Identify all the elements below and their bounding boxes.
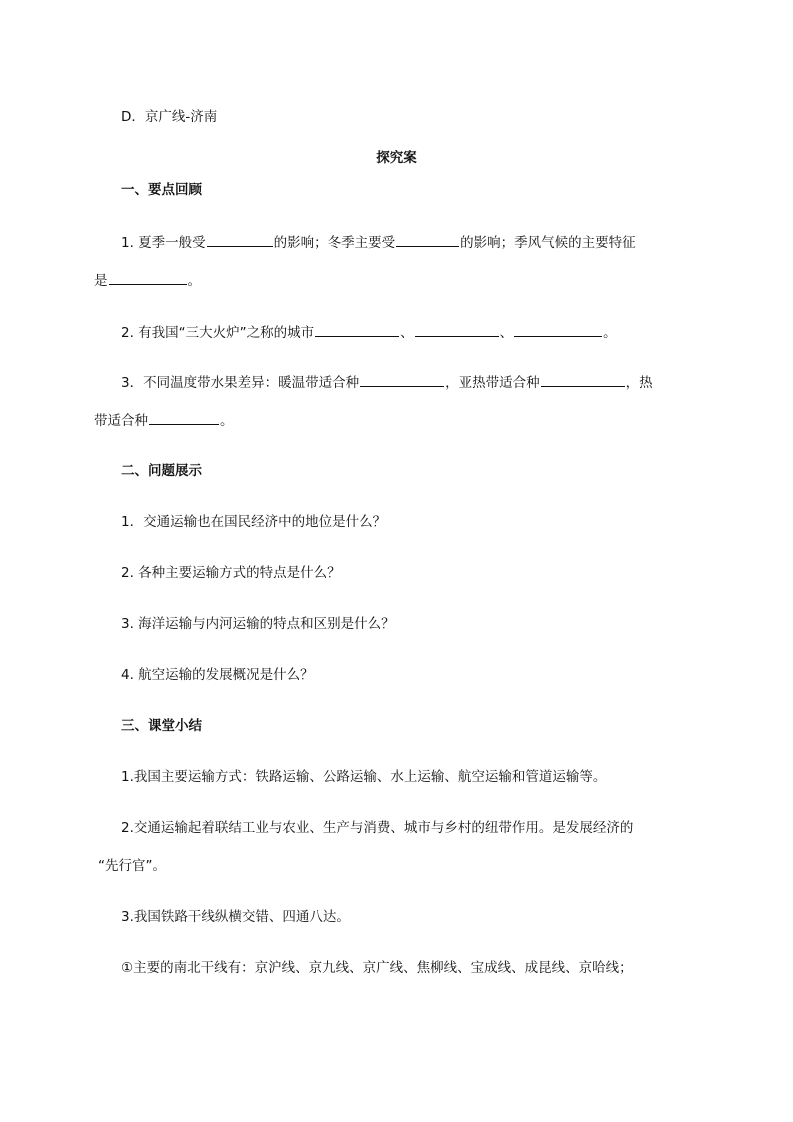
- question-3-text-d: 带适合种: [94, 413, 148, 429]
- problem-1: 1．交通运输也在国民经济中的地位是什么？: [121, 514, 387, 530]
- section-heading-problems: 二、问题展示: [121, 463, 202, 479]
- question-3-text-e: 。: [220, 413, 234, 429]
- summary-1: 1.我国主要运输方式：铁路运输、公路运输、水上运输、航空运输和管道运输等。: [121, 769, 607, 785]
- answer-blank[interactable]: [315, 322, 399, 337]
- summary-2-line-2: “先行官”。: [98, 858, 166, 874]
- problem-3: 3. 海洋运输与内河运输的特点和区别是什么？: [121, 616, 395, 632]
- question-1-text-d: 是: [94, 273, 108, 289]
- answer-blank[interactable]: [360, 372, 444, 387]
- question-3-text-c: ，热: [625, 375, 653, 391]
- question-1-text-b: 的影响；冬季主要受: [273, 235, 396, 251]
- answer-blank[interactable]: [396, 232, 459, 247]
- problem-2: 2. 各种主要运输方式的特点是什么？: [121, 565, 341, 581]
- question-3-line-2: [94, 410, 234, 431]
- question-3-line-1: [121, 372, 653, 393]
- question-3-text-b: ，亚热带适合种: [445, 375, 540, 391]
- question-1-line-2: [94, 270, 201, 291]
- question-3-text-a: 3．不同温度带水果差异：暖温带适合种: [121, 375, 360, 391]
- question-1-text-a: 1. 夏季一般受: [121, 235, 206, 251]
- answer-blank[interactable]: [514, 322, 602, 337]
- separator: 、: [400, 325, 414, 341]
- question-2: [121, 322, 617, 343]
- problem-4: 4. 航空运输的发展概况是什么？: [121, 667, 314, 683]
- separator: 、: [499, 325, 514, 341]
- answer-blank[interactable]: [149, 410, 219, 425]
- answer-blank[interactable]: [415, 322, 499, 337]
- summary-4: ①主要的南北干线有：京沪线、京九线、京广线、焦柳线、宝成线、成昆线、京哈线；: [121, 960, 633, 976]
- option-d: D．京广线-济南: [121, 109, 218, 125]
- answer-blank[interactable]: [541, 372, 625, 387]
- section-heading-summary: 三、课堂小结: [121, 718, 202, 734]
- section-heading-review: 一、要点回顾: [121, 182, 202, 198]
- question-1-line-1: [121, 232, 636, 253]
- summary-2-line-1: 2.交通运输起着联结工业与农业、生产与消费、城市与乡村的纽带作用。是发展经济的: [121, 820, 634, 836]
- answer-blank[interactable]: [207, 232, 273, 247]
- question-1-text-c: 的影响；季风气候的主要特征: [460, 235, 636, 251]
- question-2-end: 。: [603, 325, 617, 341]
- summary-3: 3.我国铁路干线纵横交错、四通八达。: [121, 909, 350, 925]
- question-1-text-e: 。: [187, 273, 201, 289]
- page-title: 探究案: [376, 150, 417, 166]
- answer-blank[interactable]: [109, 270, 187, 285]
- question-2-text: 2. 有我国“三大火炉”之称的城市: [121, 325, 315, 341]
